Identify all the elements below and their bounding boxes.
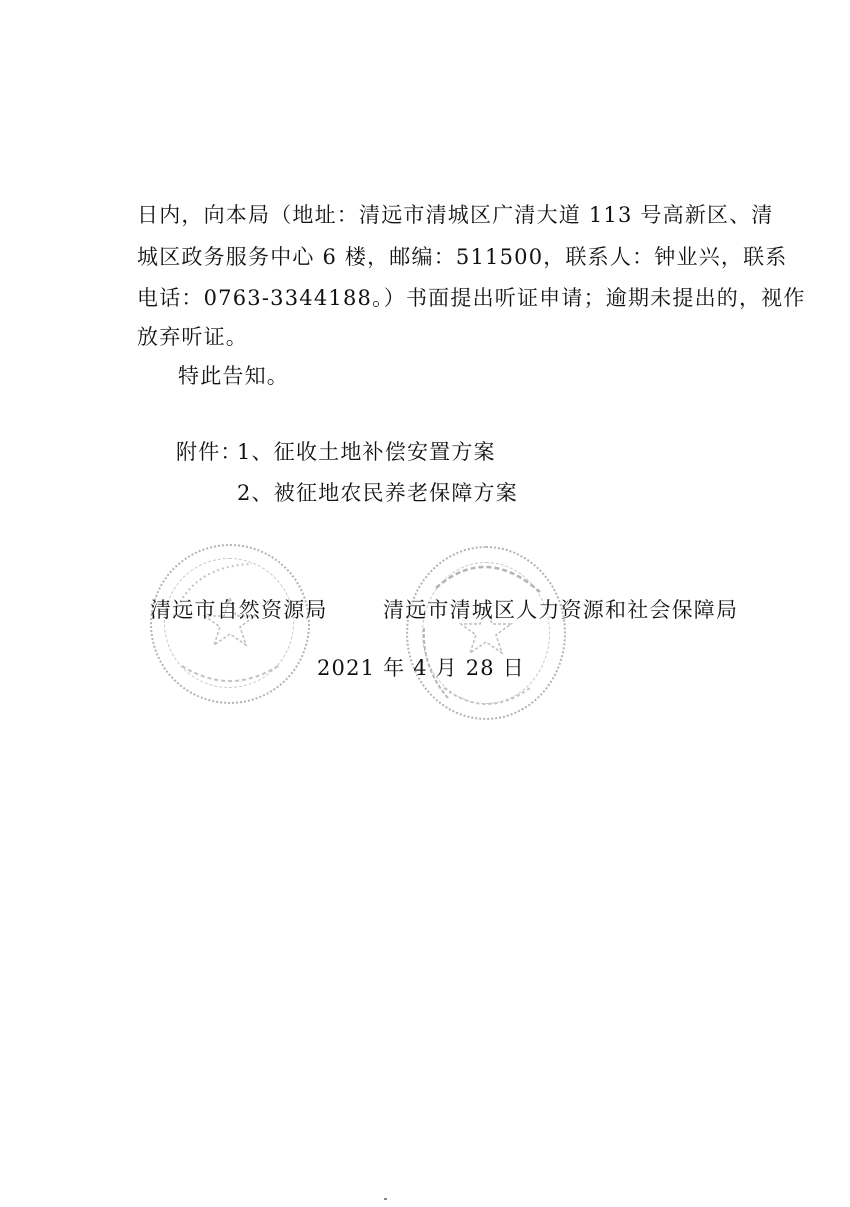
- paragraph-line-1: 日内，向本局（地址：清远市清城区广清大道 113 号高新区、清: [137, 203, 774, 227]
- attachment-item-2: 2、被征地农民养老保障方案: [237, 481, 518, 505]
- issuer-right: 清远市清城区人力资源和社会保障局: [383, 598, 739, 622]
- paragraph-line-2: 城区政务服务中心 6 楼，邮编：511500，联系人：钟业兴，联系: [137, 245, 788, 269]
- seal-left-stamp-icon: [150, 544, 310, 704]
- attachment-item-1: 1、征收土地补偿安置方案: [237, 440, 496, 464]
- paragraph-line-4: 放弃听证。: [137, 325, 248, 349]
- signature-date: 2021 年 4 月 28 日: [317, 656, 525, 680]
- seal-right-stamp-icon: [406, 546, 566, 720]
- issuer-left: 清远市自然资源局: [150, 598, 328, 622]
- paragraph-line-3: 电话：0763-3344188。）书面提出听证申请；逾期未提出的，视作: [137, 286, 806, 310]
- attachments-label: 附件：: [176, 440, 243, 464]
- notice-closing: 特此告知。: [178, 364, 289, 388]
- scan-speck: [384, 1198, 387, 1200]
